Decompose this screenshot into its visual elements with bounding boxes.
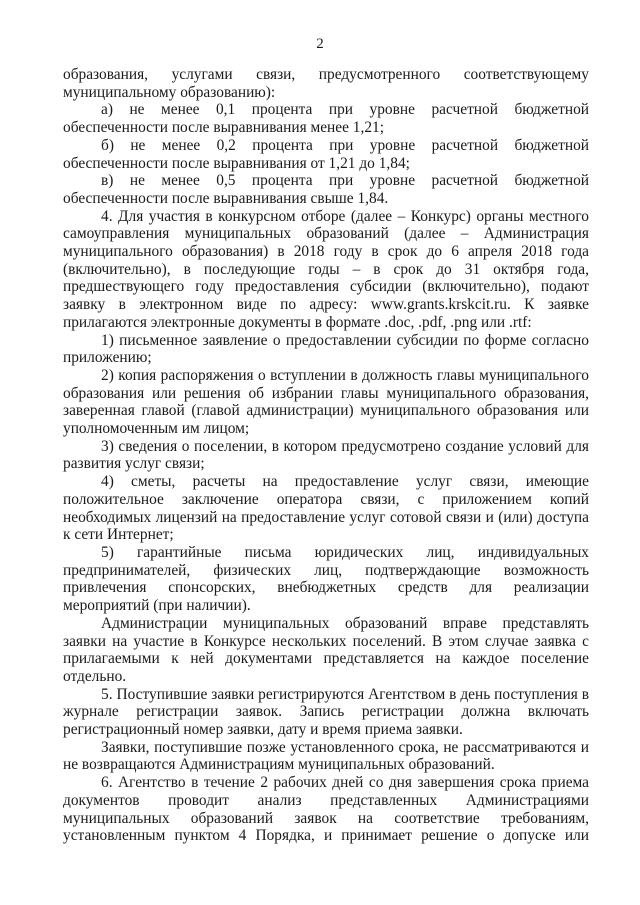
paragraph: в) не менее 0,5 процента при уровне расчетной бюджетной обеспеченности после выравнивания свыше 1,84. (63, 172, 589, 207)
paragraph: 1) письменное заявление о предоставлении субсидии по форме согласно приложению; (63, 331, 589, 367)
paragraph: Администрации муниципальных образований вправе представлять заявки на участие в Конкурсе нескольких поселений. В этом случае заявка с прилагаемыми к ней документами представляется на каждое поселение отдельно. (63, 614, 589, 685)
page-number: 2 (316, 36, 324, 52)
paragraph: а) не менее 0,1 процента при уровне расчетной бюджетной обеспеченности после выравнивания менее 1,21; (63, 101, 589, 137)
paragraph: Заявки, поступившие позже установленного срока, не рассматриваются и не возвращаются Администрациям муниципальных образований. (63, 738, 589, 774)
paragraph: 5. Поступившие заявки регистрируются Агентством в день поступления в журнале регистрации заявок. Запись регистрации должна включать регистрационный номер заявки, дату и время приема заявки. (63, 685, 589, 739)
paragraph: 4. Для участия в конкурсном отборе (далее – Конкурс) органы местного самоуправления муниципальных образований (далее – Администрация муниципального образования) в 2018 году в срок до 6 апреля 2018 года (включительно), в последующие годы – в срок до 31 октября года, предшествующего году предоставления субсидии (включительно), подают заявку в электронном виде по адресу: www.grants.krskcit.ru. К заявке прилагаются электронные документы в формате .doc, .pdf, .png или .rtf: (63, 207, 589, 331)
document-body (63, 66, 589, 845)
paragraph: 4) сметы, расчеты на предоставление услуг связи, имеющие положительное заключение оператора связи, с приложением копий необходимых лицензий на предоставление услуг сотовой связи и (или) доступа к сети Интернет; (63, 473, 589, 544)
paragraph: 5) гарантийные письма юридических лиц, индивидуальных предпринимателей, физических лиц, подтверждающие возможность привлечения спонсорских, внебюджетных средств для реализации мероприятий (при наличии). (63, 543, 589, 615)
paragraph: б) не менее 0,2 процента при уровне расчетной бюджетной обеспеченности после выравнивания от 1,21 до 1,84; (63, 136, 589, 172)
paragraph: 2) копия распоряжения о вступлении в должность главы муниципального образования или решения об избрании главы муниципального образования, заверенная главой (главой администрации) муниципального образования или уполномоченным им лицом; (63, 366, 589, 438)
paragraph: 6. Агентство в течение 2 рабочих дней со дня завершения срока приема документов проводит анализ представленных Администрациями муниципальных образований заявок на соответствие требованиям, установленным пунктом 4 Порядка, и принимает решение о допуске или (63, 774, 589, 845)
paragraph: образования, услугами связи, предусмотренного соответствующему муниципальному образованию): (63, 66, 589, 101)
paragraph: 3) сведения о поселении, в котором предусмотрено создание условий для развития услуг связи; (63, 437, 589, 473)
